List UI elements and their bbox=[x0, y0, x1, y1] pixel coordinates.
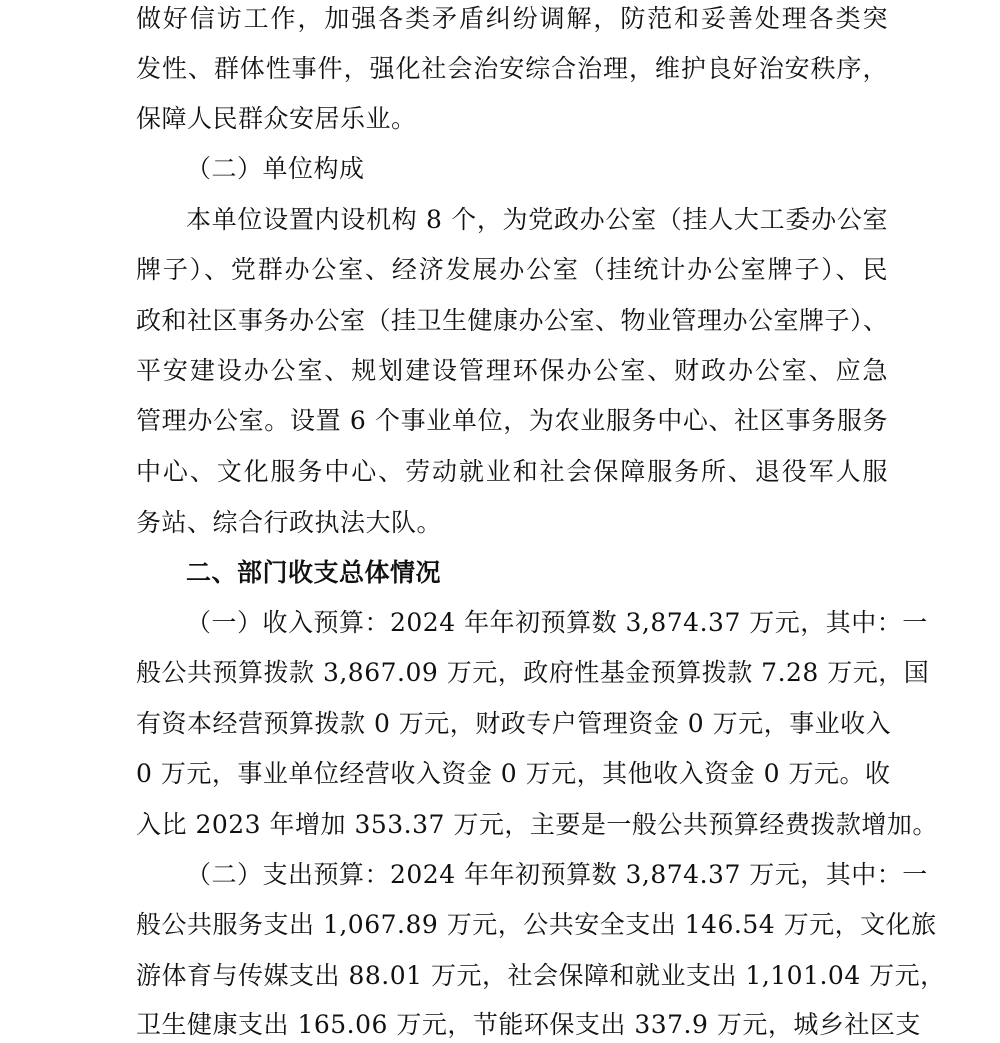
paragraph-line: 管理办公室。设置 6 个事业单位，为农业服务中心、社区事务服务 bbox=[136, 406, 888, 435]
section-heading: 二、部门收支总体情况 bbox=[186, 558, 442, 587]
paragraph-line: 0 万元，事业单位经营收入资金 0 万元，其他收入资金 0 万元。收 bbox=[136, 759, 891, 788]
paragraph-line: （一）收入预算：2024 年年初预算数 3,874.37 万元，其中：一 bbox=[186, 608, 928, 637]
paragraph-line: 中心、文化服务中心、劳动就业和社会保障服务所、退役军人服 bbox=[136, 457, 888, 486]
paragraph-line: 做好信访工作，加强各类矛盾纠纷调解，防范和妥善处理各类突 bbox=[136, 4, 888, 33]
paragraph-line: 入比 2023 年增加 353.37 万元，主要是一般公共预算经费拨款增加。 bbox=[136, 810, 938, 839]
paragraph-line: 游体育与传媒支出 88.01 万元，社会保障和就业支出 1,101.04 万元， bbox=[136, 961, 946, 990]
paragraph-line: （二）支出预算：2024 年年初预算数 3,874.37 万元，其中：一 bbox=[186, 860, 928, 889]
paragraph-line: 发性、群体性事件，强化社会治安综合治理，维护良好治安秩序， bbox=[136, 54, 888, 83]
paragraph-line: 卫生健康支出 165.06 万元，节能环保支出 337.9 万元，城乡社区支 bbox=[136, 1010, 921, 1039]
paragraph-line: 务站、综合行政执法大队。 bbox=[136, 508, 443, 537]
paragraph-line: 本单位设置内设机构 8 个，为党政办公室（挂人大工委办公室 bbox=[186, 205, 888, 234]
paragraph-line: 政和社区事务办公室（挂卫生健康办公室、物业管理办公室牌子）、 bbox=[136, 306, 889, 335]
paragraph-line: 平安建设办公室、规划建设管理环保办公室、财政办公室、应急 bbox=[136, 356, 888, 385]
paragraph-line: 保障人民群众安居乐业。 bbox=[136, 104, 417, 133]
paragraph-line: 牌子）、党群办公室、经济发展办公室（挂统计办公室牌子）、民 bbox=[136, 255, 888, 284]
subheading-unit-composition: （二）单位构成 bbox=[186, 154, 365, 183]
paragraph-line: 般公共预算拨款 3,867.09 万元，政府性基金预算拨款 7.28 万元，国 bbox=[136, 658, 930, 687]
paragraph-line: 有资本经营预算拨款 0 万元，财政专户管理资金 0 万元，事业收入 bbox=[136, 709, 892, 738]
paragraph-line: 般公共服务支出 1,067.89 万元，公共安全支出 146.54 万元，文化旅 bbox=[136, 910, 937, 939]
